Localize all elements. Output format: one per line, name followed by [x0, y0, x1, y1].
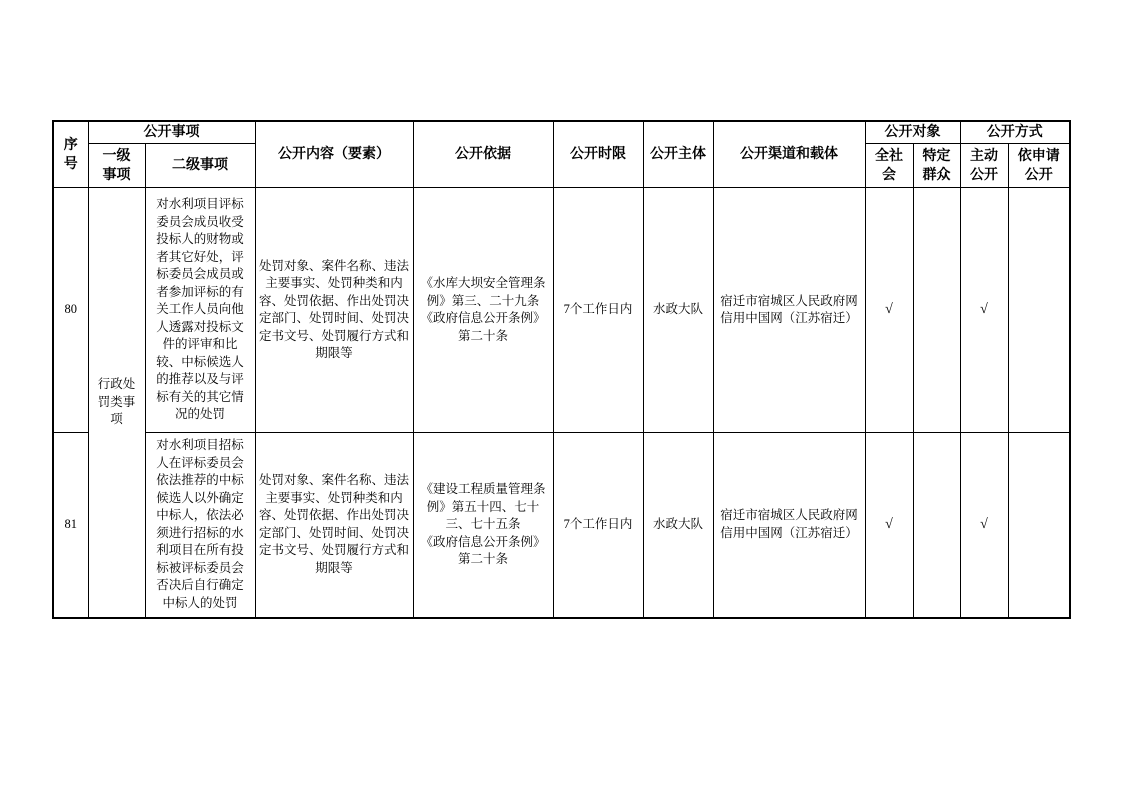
table-row-80	[53, 188, 1070, 433]
row-81-channel-line-2: 信用中国网（江苏宿迁）	[720, 525, 858, 540]
row-81-subject: 水政大队	[643, 433, 713, 618]
row-80-subject: 水政大队	[643, 188, 713, 433]
row-81-channel-line-1: 宿迁市宿城区人民政府网	[720, 508, 858, 523]
header-content: 公开内容（要素）	[255, 121, 413, 188]
header-subject: 公开主体	[643, 121, 713, 188]
disclosure-table	[52, 120, 1071, 619]
header-target-society: 全社会	[865, 144, 913, 188]
row-81-basis-line-2: 《政府信息公开条例》第二十条	[420, 534, 546, 566]
header-method-request: 依申请公开	[1008, 144, 1070, 188]
table-row-81	[53, 433, 1070, 618]
row-80-channel-line-1: 宿迁市宿城区人民政府网	[720, 293, 858, 308]
header-level2: 二级事项	[145, 144, 255, 188]
row-81-time-limit: 7个工作日内	[553, 433, 643, 618]
row-80-channel	[713, 188, 865, 433]
row-80-method-request-check	[1008, 188, 1070, 433]
header-method-group: 公开方式	[960, 121, 1070, 144]
header-target-group: 公开对象	[865, 121, 960, 144]
row-81-level2-item: 对水利项目招标人在评标委员会依法推荐的中标候选人以外确定中标人，依法必须进行招标的水利项目在所有投标被评标委员会否决后自行确定中标人的处罚	[145, 433, 255, 618]
row-80-basis-line-1: 《水库大坝安全管理条例》第三、二十九条	[420, 276, 546, 308]
row-80-method-active-check: √	[960, 188, 1008, 433]
header-target-specific: 特定群众	[913, 144, 960, 188]
row-80-time-limit: 7个工作日内	[553, 188, 643, 433]
row-80-serial-no: 80	[53, 188, 88, 433]
row-80-content: 处罚对象、案件名称、违法主要事实、处罚种类和内容、处罚依据、作出处罚决定部门、处罚时间、处罚决定书文号、处罚履行方式和期限等	[255, 188, 413, 433]
header-time-limit: 公开时限	[553, 121, 643, 188]
row-80-level2-item: 对水利项目评标委员会成员收受投标人的财物或者其它好处，评标委员会成员或者参加评标的有关工作人员向他人透露对投标文件的评审和比较、中标候选人的推荐以及与评标有关的其它情况的处罚	[145, 188, 255, 433]
row-81-serial-no: 81	[53, 433, 88, 618]
disclosure-table-wrap	[52, 120, 1071, 619]
header-row-groups	[53, 121, 1070, 144]
row-81-method-request-check	[1008, 433, 1070, 618]
row-81-method-active-check: √	[960, 433, 1008, 618]
header-channel: 公开渠道和载体	[713, 121, 865, 188]
header-method-active: 主动公开	[960, 144, 1008, 188]
row-80-basis-line-2: 《政府信息公开条例》第二十条	[420, 311, 546, 343]
header-items-group: 公开事项	[88, 121, 255, 144]
header-basis: 公开依据	[413, 121, 553, 188]
row-81-channel	[713, 433, 865, 618]
row-80-target-society-check: √	[865, 188, 913, 433]
header-serial-no: 序号	[53, 121, 88, 188]
header-level1: 一级事项	[88, 144, 145, 188]
row-81-content: 处罚对象、案件名称、违法主要事实、处罚种类和内容、处罚依据、作出处罚决定部门、处罚时间、处罚决定书文号、处罚履行方式和期限等	[255, 433, 413, 618]
level1-item-cell: 行政处罚类事项	[88, 188, 145, 618]
row-81-target-specific-check	[913, 433, 960, 618]
row-80-channel-line-2: 信用中国网（江苏宿迁）	[720, 311, 858, 325]
row-81-basis-line-1: 《建设工程质量管理条例》第五十四、七十三、七十五条	[420, 482, 546, 531]
row-81-basis	[413, 433, 553, 618]
row-80-basis	[413, 188, 553, 433]
row-81-target-society-check: √	[865, 433, 913, 618]
row-80-target-specific-check	[913, 188, 960, 433]
